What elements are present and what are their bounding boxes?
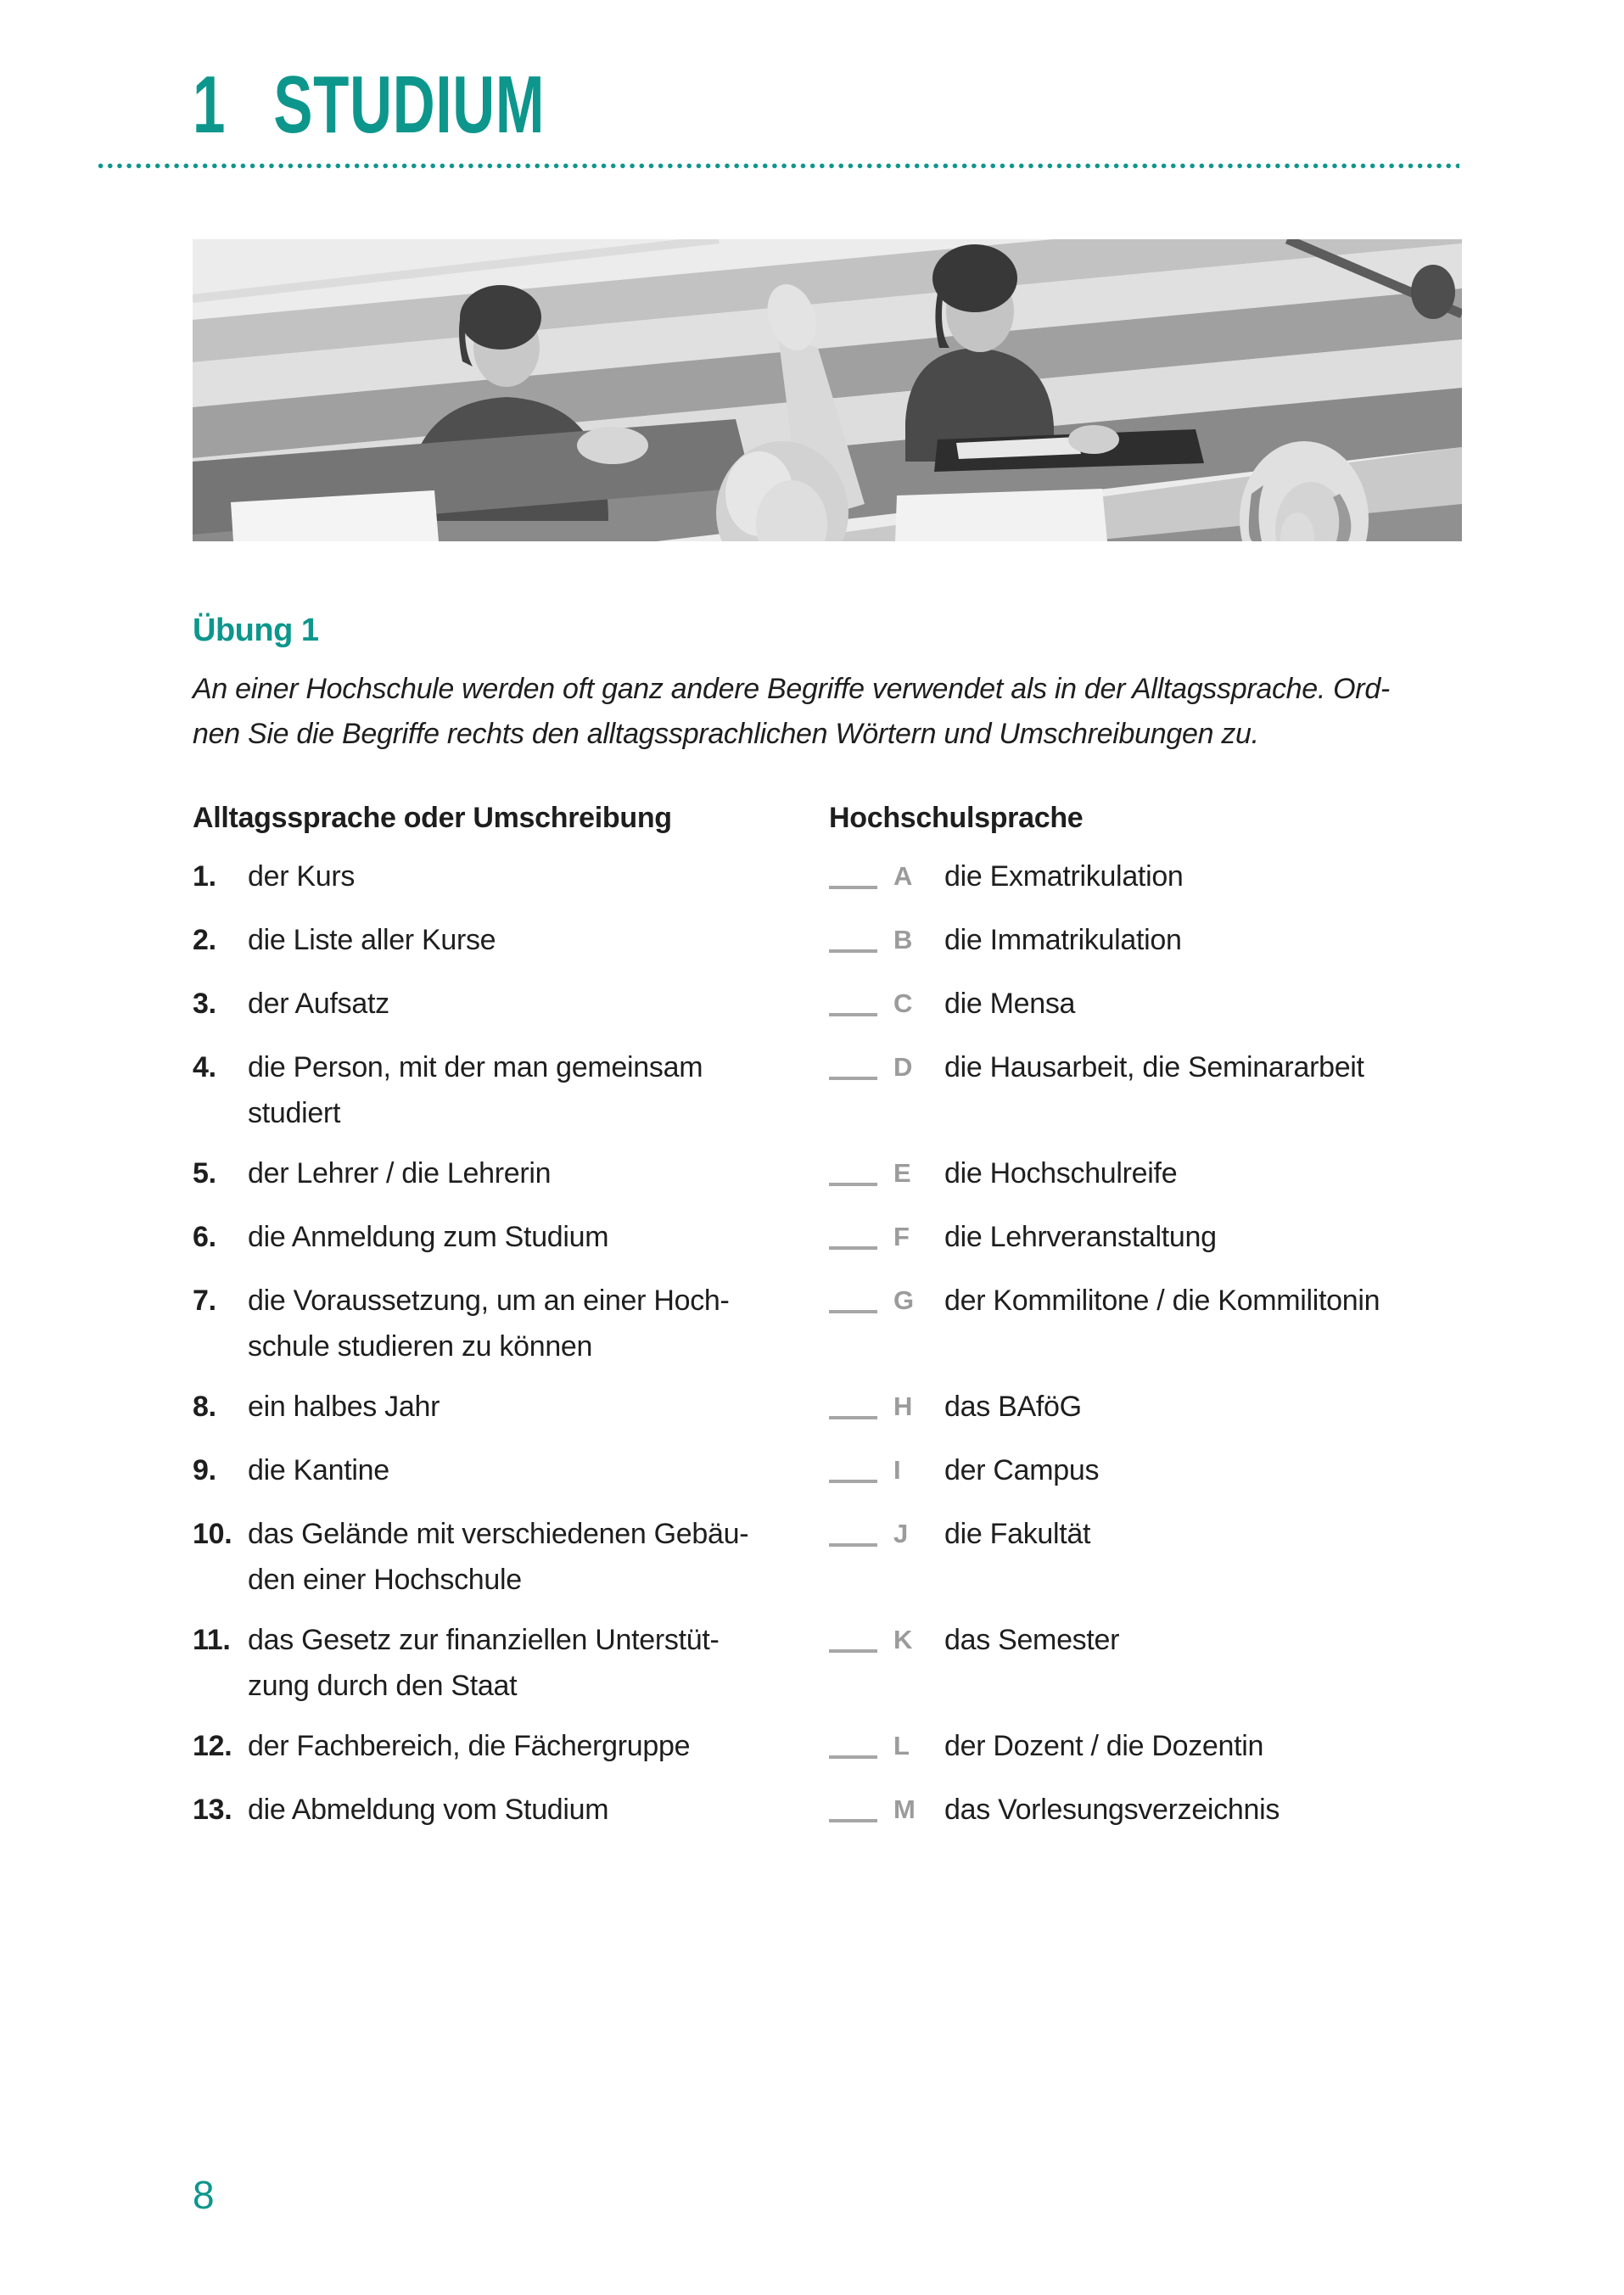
term-text: die Fakultät — [944, 1518, 1091, 1550]
answer-blank-cell — [829, 1723, 893, 1772]
item-number: 1. — [193, 860, 216, 893]
item-text-line-1: die Anmeldung zum Studium — [248, 1221, 609, 1253]
right-column-header: Hochschulsprache — [829, 802, 1084, 834]
answer-blank-cell — [829, 1278, 893, 1369]
answer-blank-cell — [829, 1150, 893, 1200]
left-column-header: Alltagssprache oder Umschreibung — [193, 802, 672, 834]
item-letter: E — [893, 1158, 911, 1188]
item-letter: H — [893, 1391, 913, 1421]
item-text — [248, 1511, 829, 1603]
item-text — [248, 1787, 829, 1836]
matching-headers — [193, 795, 1462, 841]
answer-blank[interactable] — [829, 917, 877, 953]
item-text-line-1: ein halbes Jahr — [248, 1391, 440, 1423]
answer-blank[interactable] — [829, 1150, 877, 1186]
term-text: die Mensa — [944, 988, 1076, 1020]
match-row — [193, 1447, 1462, 1497]
answer-blank[interactable] — [829, 1723, 877, 1759]
chapter-title-text: STUDIUM — [273, 59, 546, 150]
item-letter: I — [893, 1455, 901, 1485]
answer-blank[interactable] — [829, 1787, 877, 1822]
item-text — [248, 1617, 829, 1709]
chapter-heading — [193, 59, 546, 150]
item-text-line-2: studiert — [248, 1097, 341, 1129]
match-row — [193, 1723, 1462, 1772]
item-number: 10. — [193, 1518, 232, 1550]
match-row — [193, 1214, 1462, 1263]
answer-blank-cell — [829, 1447, 893, 1497]
item-text-line-1: die Abmeldung vom Studium — [248, 1794, 609, 1826]
item-number: 8. — [193, 1391, 216, 1423]
item-text-line-1: das Gelände mit verschiedenen Gebäu- — [248, 1518, 749, 1550]
term-text: die Hausarbeit, die Seminararbeit — [944, 1051, 1364, 1083]
item-text-line-1: der Kurs — [248, 860, 356, 893]
exercise-title: Übung 1 — [193, 613, 319, 648]
item-text — [248, 1214, 829, 1263]
answer-blank-cell — [829, 1044, 893, 1136]
item-text — [248, 1447, 829, 1497]
answer-blank-cell — [829, 1787, 893, 1836]
item-number: 3. — [193, 988, 216, 1020]
item-number: 13. — [193, 1794, 232, 1826]
answer-blank-cell — [829, 1511, 893, 1603]
item-letter: D — [893, 1052, 913, 1082]
match-row — [193, 917, 1462, 966]
match-row — [193, 1617, 1462, 1709]
item-number: 2. — [193, 924, 216, 956]
match-row — [193, 1511, 1462, 1603]
term-text: das BAföG — [944, 1391, 1082, 1423]
item-number: 5. — [193, 1157, 216, 1189]
term-text: der Campus — [944, 1454, 1100, 1486]
item-text-line-1: der Aufsatz — [248, 988, 389, 1020]
item-text — [248, 1384, 829, 1433]
answer-blank[interactable] — [829, 1447, 877, 1483]
item-number: 12. — [193, 1730, 232, 1762]
item-text-line-2: schule studieren zu können — [248, 1330, 593, 1363]
answer-blank[interactable] — [829, 981, 877, 1016]
match-row — [193, 854, 1462, 903]
item-text — [248, 1044, 829, 1136]
answer-blank[interactable] — [829, 854, 877, 889]
item-text — [248, 917, 829, 966]
item-letter: J — [893, 1519, 908, 1548]
item-text-line-2: den einer Hochschule — [248, 1564, 522, 1596]
match-row — [193, 1787, 1462, 1836]
answer-blank[interactable] — [829, 1384, 877, 1419]
lecture-hall-photo — [193, 239, 1462, 541]
item-number: 7. — [193, 1285, 216, 1317]
item-letter: G — [893, 1285, 914, 1315]
answer-blank[interactable] — [829, 1617, 877, 1653]
term-text: der Kommilitone / die Kommilitonin — [944, 1285, 1380, 1317]
instructions-line-2: nen Sie die Begriffe rechts den alltagssprachlichen Wörtern und Umschreibungen zu. — [193, 718, 1259, 750]
term-text: der Dozent / die Dozentin — [944, 1730, 1264, 1762]
lecture-hall-illustration — [193, 239, 1462, 541]
term-text: die Exmatrikulation — [944, 860, 1184, 893]
item-letter: M — [893, 1794, 916, 1824]
answer-blank[interactable] — [829, 1044, 877, 1080]
chapter-number: 1 — [193, 59, 227, 150]
item-text — [248, 1278, 829, 1369]
item-letter: F — [893, 1222, 910, 1251]
item-letter: B — [893, 925, 913, 954]
item-letter: L — [893, 1731, 910, 1760]
match-row — [193, 981, 1462, 1030]
item-text — [248, 1150, 829, 1200]
answer-blank[interactable] — [829, 1214, 877, 1250]
match-row — [193, 1278, 1462, 1369]
item-text-line-2: zung durch den Staat — [248, 1670, 518, 1702]
answer-blank[interactable] — [829, 1278, 877, 1313]
dotted-divider — [96, 162, 1459, 170]
item-number: 9. — [193, 1454, 216, 1486]
item-letter: K — [893, 1625, 913, 1654]
item-text-line-1: die Kantine — [248, 1454, 389, 1486]
item-text — [248, 1723, 829, 1772]
item-number: 4. — [193, 1051, 216, 1083]
item-number: 6. — [193, 1221, 216, 1253]
term-text: die Hochschulreife — [944, 1157, 1178, 1189]
page-number: 8 — [193, 2173, 215, 2217]
answer-blank-cell — [829, 981, 893, 1030]
item-letter: C — [893, 988, 913, 1018]
item-text-line-1: die Liste aller Kurse — [248, 924, 496, 956]
match-row — [193, 1150, 1462, 1200]
match-row — [193, 1384, 1462, 1433]
term-text: die Immatrikulation — [944, 924, 1182, 956]
answer-blank-cell — [829, 917, 893, 966]
item-text-line-1: die Person, mit der man gemeinsam — [248, 1051, 703, 1083]
exercise-instructions — [193, 667, 1482, 757]
answer-blank[interactable] — [829, 1511, 877, 1547]
item-text-line-1: der Fachbereich, die Fächergruppe — [248, 1730, 691, 1762]
item-text-line-1: der Lehrer / die Lehrerin — [248, 1157, 552, 1189]
answer-blank-cell — [829, 1214, 893, 1263]
term-text: die Lehrveranstaltung — [944, 1221, 1217, 1253]
item-text-line-1: die Voraussetzung, um an einer Hoch- — [248, 1285, 730, 1317]
item-number: 11. — [193, 1624, 231, 1656]
answer-blank-cell — [829, 1384, 893, 1433]
matching-list — [193, 854, 1462, 1850]
item-text — [248, 981, 829, 1030]
item-text — [248, 854, 829, 903]
item-letter: A — [893, 861, 913, 891]
term-text: das Semester — [944, 1624, 1120, 1656]
answer-blank-cell — [829, 1617, 893, 1709]
instructions-line-1: An einer Hochschule werden oft ganz andere Begriffe verwendet als in der Alltagssprache. Ord- — [193, 673, 1390, 705]
match-row — [193, 1044, 1462, 1136]
answer-blank-cell — [829, 854, 893, 903]
item-text-line-1: das Gesetz zur finanziellen Unterstüt- — [248, 1624, 720, 1656]
term-text: das Vorlesungsverzeichnis — [944, 1794, 1280, 1826]
